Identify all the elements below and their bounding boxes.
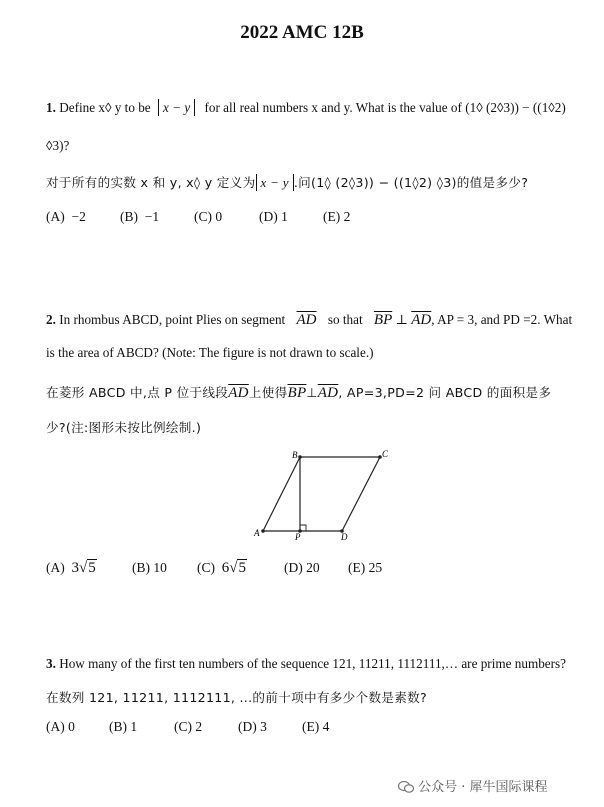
q2-number: 2.	[46, 312, 56, 327]
q1-text-part2: for all real numbers x and y. What is the value of (1◊ (2◊3)) − ((1◊2)	[204, 100, 566, 115]
label-d: D	[341, 532, 348, 542]
q1-text-line1	[46, 99, 566, 116]
q2-choice-e[interactable]: (E) 25	[348, 560, 383, 575]
q1-choice-c[interactable]: (C) 0	[194, 209, 223, 224]
q2-cn-line1: 在菱形 ABCD 中,点 P 位于线段$\overline{AD}$上使得$\overline{BP}\perp\overline{AD}$, AP=3,PD=2 问 ABCD 的面积是多	[46, 385, 552, 401]
q1-text-line2: ◊3)?	[46, 138, 70, 153]
q1-choice-a[interactable]: (A) −2	[46, 209, 86, 224]
q2-text-part3: , AP = 3, and PD =2. What	[431, 312, 573, 327]
q2-segment-ad: $\overline{AD}$	[296, 312, 317, 328]
q2-perp-symbol: ⊥	[395, 312, 408, 327]
q2-segment-bp: $\overline{BP}$	[373, 312, 393, 328]
q1-cn-abs-expr: x − y	[256, 174, 294, 191]
q3-choice-d[interactable]: (D) 3	[238, 719, 267, 734]
q2-segment-ad-2: $\overline{AD}$	[411, 312, 432, 328]
q1-cn-part1: 对于所有的实数 x 和 y, x◊ y 定义为	[46, 175, 256, 190]
rhombus-figure	[248, 445, 398, 545]
q2-text-line1	[46, 312, 572, 329]
label-a: A	[254, 528, 260, 538]
q3-choice-e[interactable]: (E) 4	[302, 719, 330, 734]
q2-text-line2: is the area of ABCD? (Note: The figure is not drawn to scale.)	[46, 345, 374, 360]
label-c: C	[382, 449, 389, 459]
q3-choice-b[interactable]: (B) 1	[109, 719, 138, 734]
q3-cn-text: 在数列 121, 11211, 1112111, ...的前十项中有多少个数是素数?	[46, 690, 428, 705]
q3-choice-c[interactable]: (C) 2	[174, 719, 203, 734]
q2-text-part1: In rhombus ABCD, point Plies on segment	[59, 312, 286, 327]
q1-cn-text	[46, 172, 528, 191]
q2-choice-d[interactable]: (D) 20	[284, 560, 320, 575]
watermark: 公众号 · 犀牛国际课程	[398, 776, 548, 795]
page-title: 2022 AMC 12B	[240, 22, 364, 43]
q1-number: 1.	[46, 100, 56, 115]
q3-text	[46, 656, 566, 672]
q3-text-en: How many of the first ten numbers of the sequence 121, 11211, 1112111,… are prime numbers?	[59, 656, 567, 671]
q3-choice-a[interactable]: (A) 0	[46, 719, 75, 734]
q1-choice-e[interactable]: (E) 2	[323, 209, 351, 224]
wechat-icon	[398, 780, 414, 793]
q1-text-part1: Define x◊ y to be	[59, 100, 151, 115]
q3-number: 3.	[46, 656, 56, 671]
q2-text-part2: so that	[327, 312, 363, 327]
q1-abs-expr: x − y	[158, 99, 195, 116]
label-b: B	[292, 450, 298, 460]
q1-cn-part2: .问(1◊ (2◊3)) − ((1◊2) ◊3)的值是多少?	[293, 175, 529, 190]
q1-choice-d[interactable]: (D) 1	[259, 209, 288, 224]
label-p: P	[295, 532, 301, 542]
q2-cn-line2: 少?(注:图形未按比例绘制.)	[46, 420, 202, 435]
q2-choice-a[interactable]: (A) 3√5	[46, 560, 96, 576]
q2-choice-c[interactable]: (C) 6√5	[197, 560, 246, 576]
q2-choice-b[interactable]: (B) 10	[132, 560, 167, 575]
q1-choice-b[interactable]: (B) −1	[120, 209, 160, 224]
